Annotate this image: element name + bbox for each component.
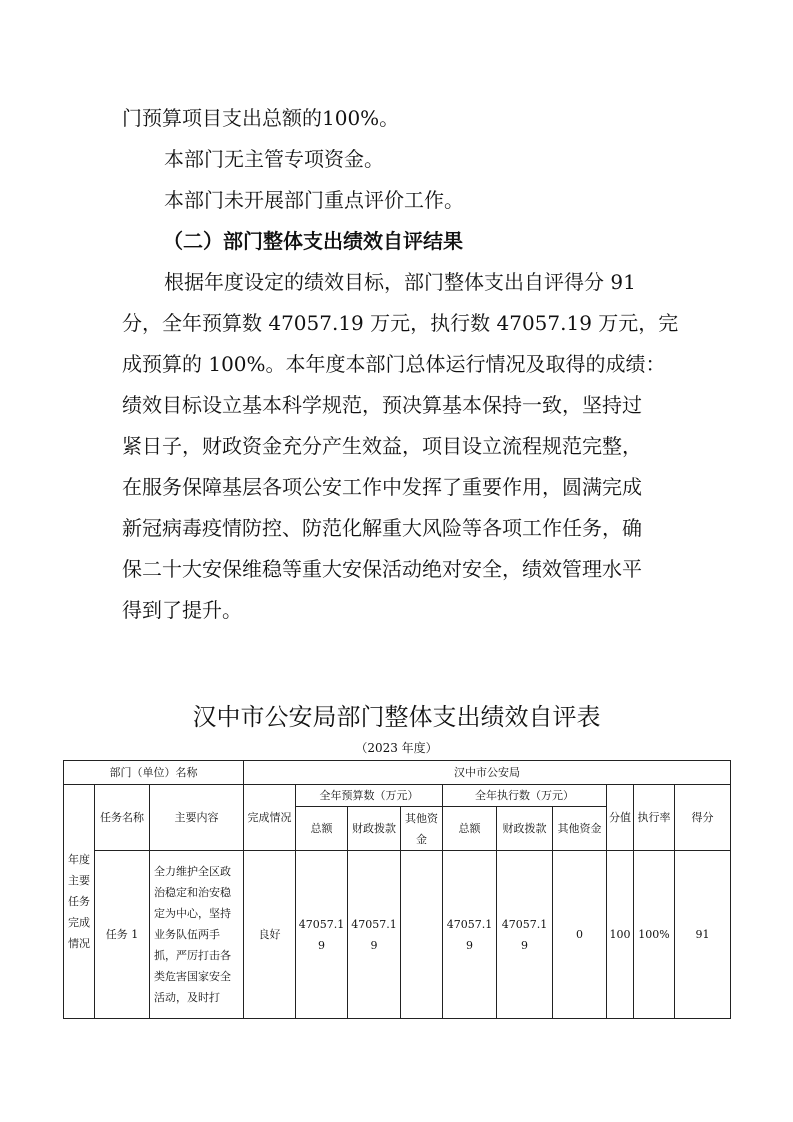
header-exec-group: 全年执行数（万元） <box>443 785 607 807</box>
header-exec-rate: 执行率 <box>634 785 675 851</box>
score-value-cell: 100 <box>607 851 634 1019</box>
dept-name-label: 部门（单位）名称 <box>64 761 244 785</box>
paragraph-line: 成预算的 100%。本年度本部门总体运行情况及取得的成绩： <box>122 352 666 376</box>
header-budget-fiscal: 财政拨款 <box>348 807 401 851</box>
exec-other-cell: 0 <box>553 851 607 1019</box>
row-label-annual-tasks: 年度主要任务完成情况 <box>64 785 95 1019</box>
header-completion: 完成情况 <box>244 785 296 851</box>
header-exec-total: 总额 <box>443 807 497 851</box>
budget-fiscal-cell: 47057.19 <box>348 851 401 1019</box>
task-name-cell: 任务 1 <box>95 851 150 1019</box>
paragraph: 本部门未开展部门重点评价工作。 <box>164 188 464 212</box>
evaluation-table <box>63 760 731 1019</box>
section-heading: （二）部门整体支出绩效自评结果 <box>163 229 463 253</box>
table-row <box>64 851 731 1019</box>
score-cell: 91 <box>675 851 731 1019</box>
paragraph-line: 保二十大安保维稳等重大安保活动绝对安全，绩效管理水平 <box>122 557 642 581</box>
header-task-name: 任务名称 <box>95 785 150 851</box>
header-budget-other: 其他资金 <box>401 807 443 851</box>
header-score: 得分 <box>675 785 731 851</box>
intro-paragraphs <box>122 98 674 221</box>
exec-fiscal-cell: 47057.19 <box>497 851 553 1019</box>
budget-other-cell <box>401 851 443 1019</box>
paragraph-line: 分，全年预算数 47057.19 万元，执行数 47057.19 万元，完 <box>122 311 679 335</box>
header-exec-other: 其他资金 <box>553 807 607 851</box>
completion-cell: 良好 <box>244 851 296 1019</box>
header-budget-group: 全年预算数（万元） <box>296 785 443 807</box>
table-title: 汉中市公安局部门整体支出绩效自评表 <box>192 703 601 731</box>
paragraph-line: 新冠病毒疫情防控、防范化解重大风险等各项工作任务，确 <box>122 516 642 540</box>
header-score-value: 分值 <box>607 785 634 851</box>
exec-total-cell: 47057.19 <box>443 851 497 1019</box>
paragraph: 本部门无主管专项资金。 <box>164 147 384 171</box>
exec-rate-cell: 100% <box>634 851 675 1019</box>
paragraph-line: 在服务保障基层各项公安工作中发挥了重要作用，圆满完成 <box>122 475 642 499</box>
header-budget-total: 总额 <box>296 807 348 851</box>
result-paragraph <box>122 262 679 631</box>
header-exec-fiscal: 财政拨款 <box>497 807 553 851</box>
paragraph: 门预算项目支出总额的100%。 <box>122 106 400 130</box>
header-main-content: 主要内容 <box>150 785 244 851</box>
paragraph-line: 根据年度设定的绩效目标，部门整体支出自评得分 91 <box>164 270 636 294</box>
paragraph-line: 绩效目标设立基本科学规范，预决算基本保持一致，坚持过 <box>122 393 642 417</box>
table-subtitle: （2023 年度） <box>355 741 438 755</box>
budget-total-cell: 47057.19 <box>296 851 348 1019</box>
paragraph-line: 得到了提升。 <box>122 598 242 622</box>
paragraph-line: 紧日子，财政资金充分产生效益，项目设立流程规范完整， <box>122 434 642 458</box>
dept-name-value: 汉中市公安局 <box>244 761 731 785</box>
main-content-cell: 全力维护全区政治稳定和治安稳定为中心，坚持业务队伍两手抓，严厉打击各类危害国家安全活动，及时打 <box>150 851 244 1019</box>
